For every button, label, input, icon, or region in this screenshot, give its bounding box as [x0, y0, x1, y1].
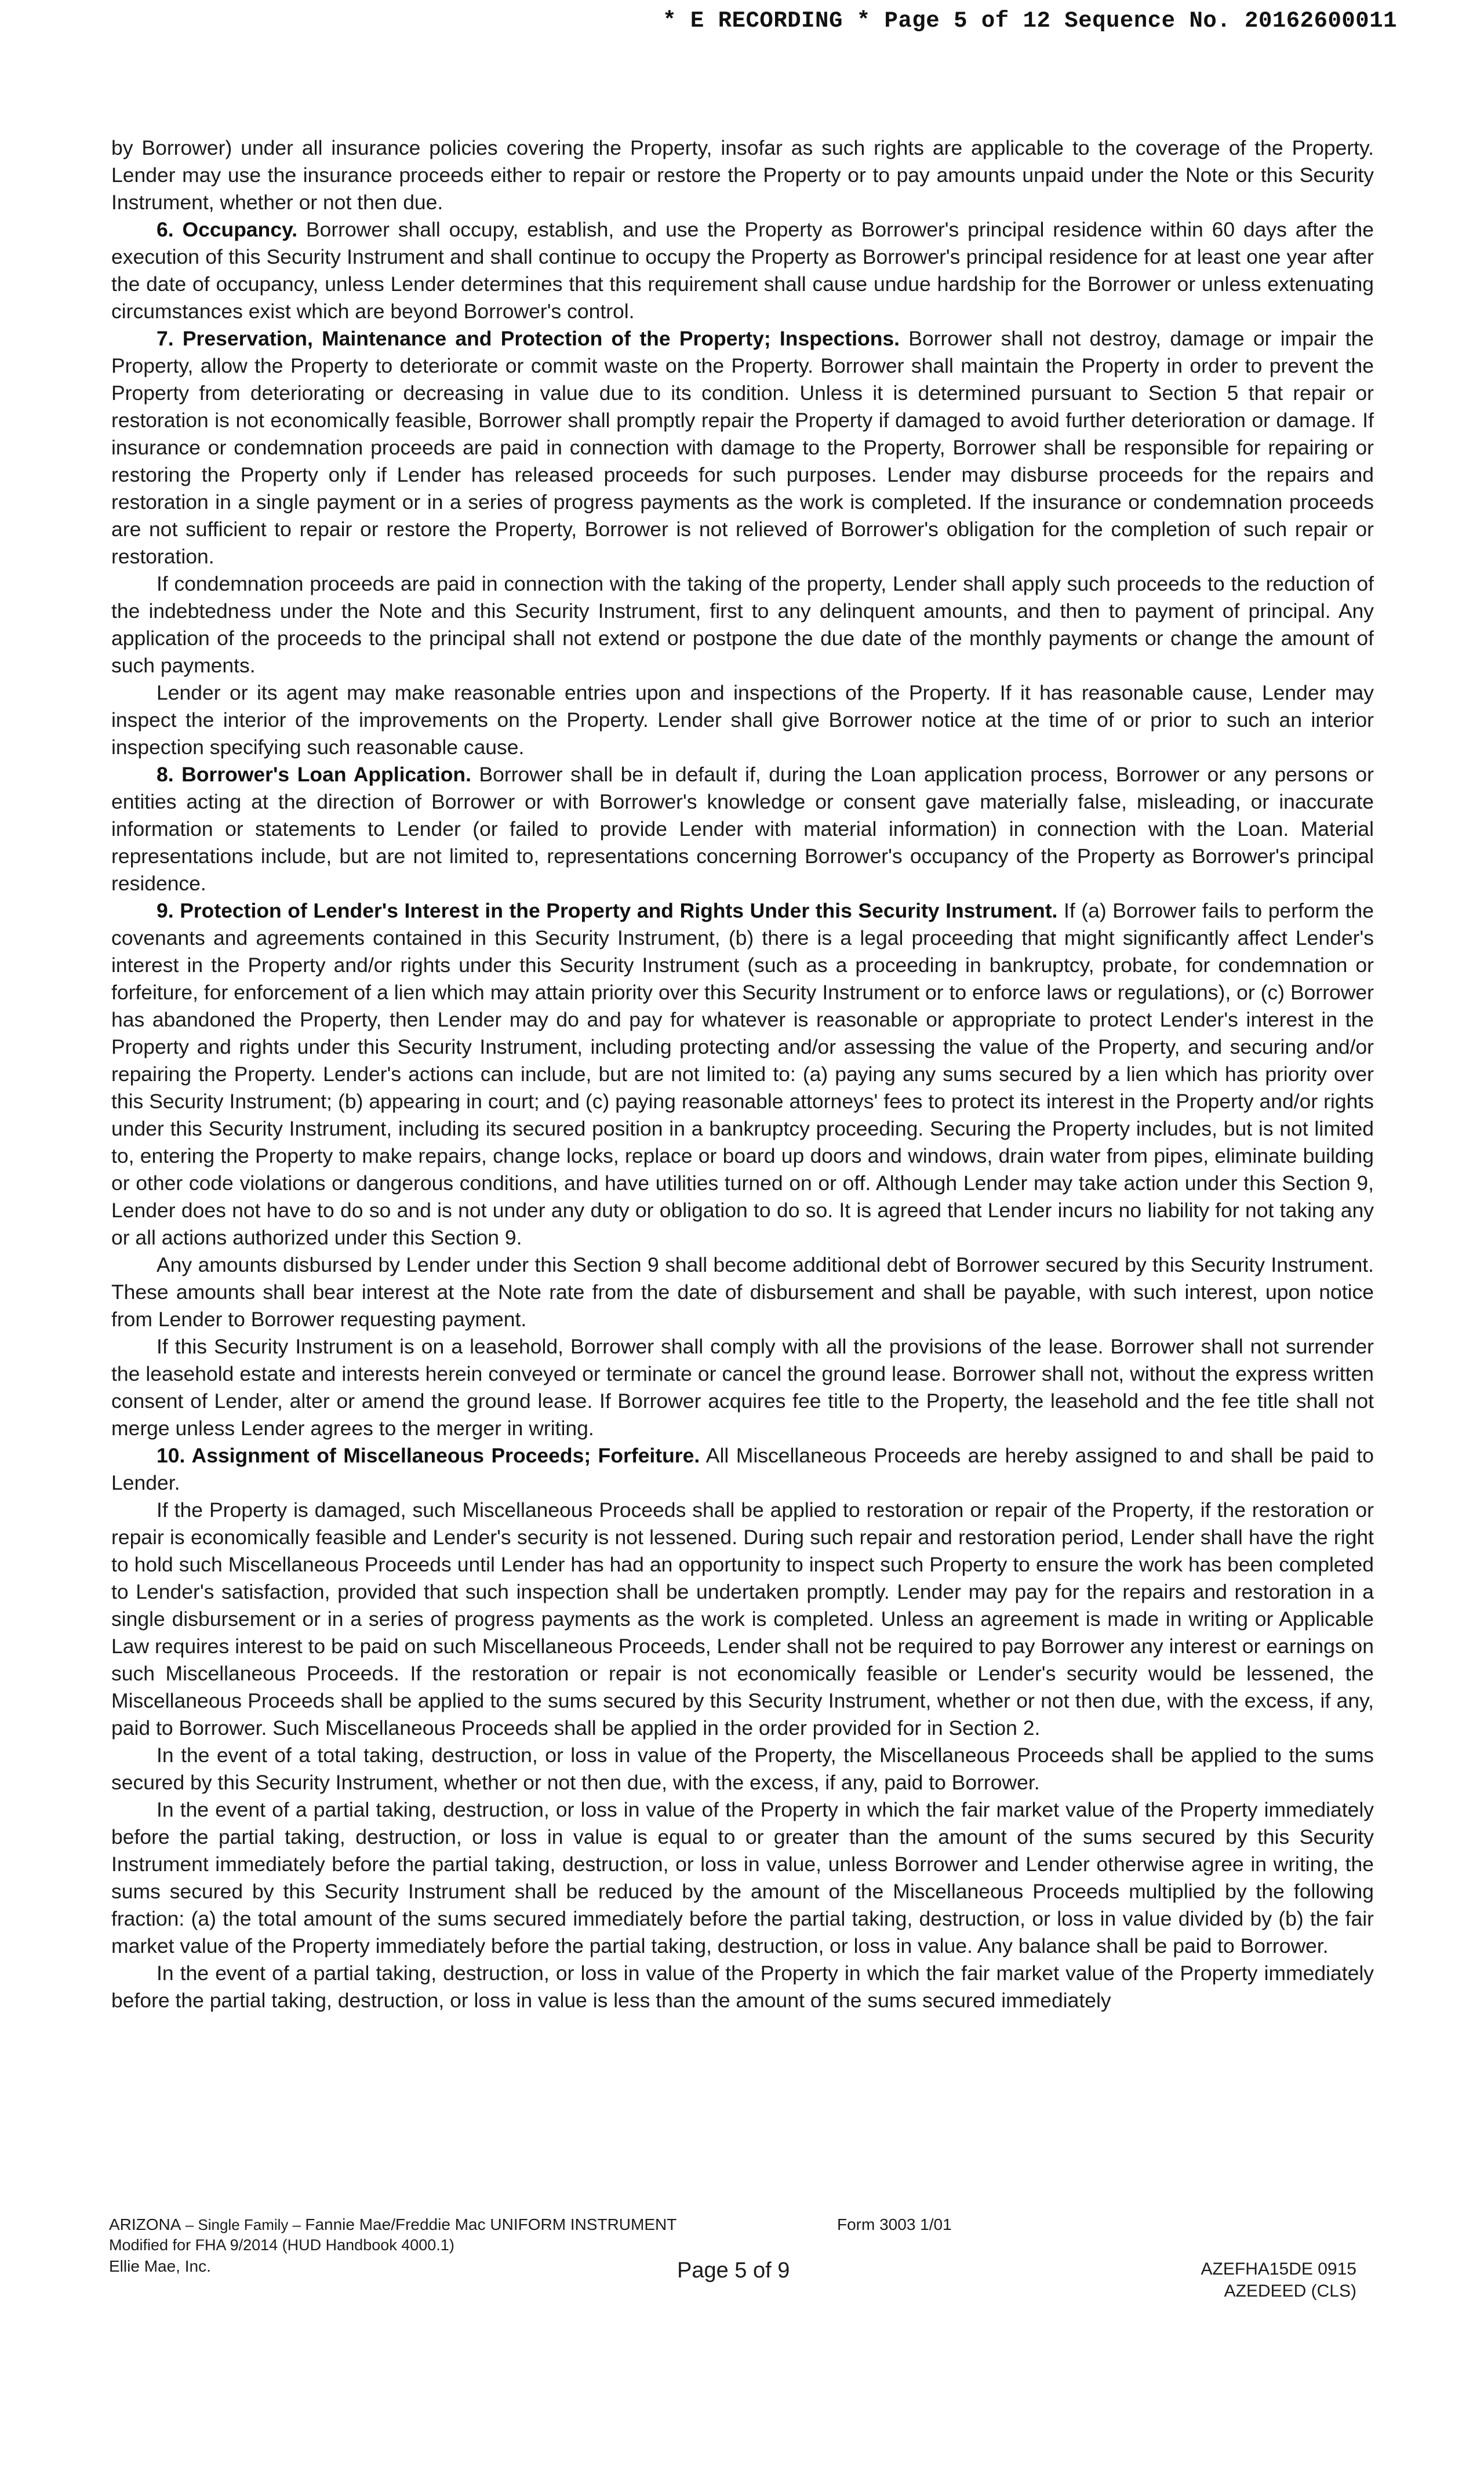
paragraph-total-taking: [111, 1742, 1374, 1796]
section-heading: 8. Borrower's Loan Application.: [157, 763, 471, 786]
paragraph-text: Borrower shall occupy, establish, and use the Property as Borrower's principal residence within 60 days after the execution of this Security Instrument and shall continue to occupy the Property as Borrower's principal residence for at least one year after the date of occupancy, unless Lender determines that this requirement shall cause undue hardship for the Borrower or unless extenuating circumstances exist which are beyond Borrower's control.: [111, 218, 1374, 323]
paragraph-partial-taking-less: [111, 1960, 1374, 2014]
footer-form-title: [109, 2215, 676, 2234]
footer-modified: Modified for FHA 9/2014 (HUD Handbook 4000.1): [109, 2236, 454, 2254]
paragraph-property-damaged: [111, 1497, 1374, 1742]
paragraph-text: by Borrower) under all insurance policies covering the Property, insofar as such rights are applicable to the coverage of the Property. Lender may use the insurance proceeds either to repair or restore the Property or to pay amounts unpaid under the Note or this Security Instrument, whether or not then due.: [111, 136, 1374, 214]
paragraph-condemnation-proceeds: [111, 570, 1374, 679]
paragraph-text: Any amounts disbursed by Lender under this Section 9 shall become additional debt of Borrower secured by this Security Instrument. These amounts shall bear interest at the Note rate from the date of disbursement and shall be payable, with such interest, upon notice from Lender to Borrower requesting payment.: [111, 1253, 1374, 1331]
paragraph-leasehold: [111, 1333, 1374, 1442]
footer-state: ARIZONA: [109, 2215, 181, 2233]
paragraph-insurance-continuation: [111, 134, 1374, 216]
paragraph-partial-taking-greater: [111, 1796, 1374, 1960]
section-heading: 6. Occupancy.: [157, 218, 298, 241]
paragraph-amounts-disbursed: [111, 1251, 1374, 1333]
paragraph-text: Borrower shall not destroy, damage or impair the Property, allow the Property to deteriorate or commit waste on the Property. Borrower shall maintain the Property in order to prevent the Property from deteriorating or decreasing in value due to its condition. Unless it is determined pursuant to Section 5 that repair or restoration is not economically feasible, Borrower shall promptly repair the Property if damaged to avoid further deterioration or damage. If insurance or condemnation proceeds are paid in connection with damage to the Property, Borrower shall be responsible for repairing or restoring the Property only if Lender has released proceeds for such purposes. Lender may disburse proceeds for the repairs and restoration in a single payment or in a series of progress payments as the work is completed. If the insurance or condemnation proceeds are not sufficient to repair or restore the Property, Borrower is not relieved of Borrower's obligation for the completion of such repair or restoration.: [111, 327, 1374, 568]
section-heading: 10. Assignment of Miscellaneous Proceeds; Forfeiture.: [157, 1444, 700, 1467]
section-7-preservation: [111, 325, 1374, 570]
section-6-occupancy: [111, 216, 1374, 325]
section-8-loan-application: [111, 761, 1374, 897]
footer-form-number: Form 3003 1/01: [837, 2215, 952, 2233]
paragraph-text: If condemnation proceeds are paid in connection with the taking of the property, Lender shall apply such proceeds to the reduction of the indebtedness under the Note and this Security Instrument, first to any delinquent amounts, and then to payment of principal. Any application of the proceeds to the principal shall not extend or postpone the due date of the monthly payments or change the amount of such payments.: [111, 572, 1374, 677]
recording-header: [0, 8, 1484, 39]
document-body: [111, 134, 1374, 2014]
footer-code-1: AZEFHA15DE 0915: [1201, 2259, 1356, 2279]
recording-header-text: * E RECORDING * Page 5 of 12 Sequence No. 20162600011: [663, 8, 1397, 34]
footer-code-2: AZEDEED (CLS): [1224, 2282, 1356, 2301]
section-heading: 7. Preservation, Maintenance and Protection of the Property; Inspections.: [157, 327, 900, 350]
paragraph-text: Lender or its agent may make reasonable entries upon and inspections of the Property. If it has reasonable cause, Lender may inspect the interior of the improvements on the Property. Lender shall give Borrower notice at the time of or prior to such an interior inspection specifying such reasonable cause.: [111, 681, 1374, 759]
footer-type: – Single Family –: [181, 2216, 305, 2233]
paragraph-text: If (a) Borrower fails to perform the covenants and agreements contained in this Security Instrument, (b) there is a legal proceeding that might significantly affect Lender's interest in the Property and/or rights under this Security Instrument (such as a proceeding in bankruptcy, probate, for condemnation or forfeiture, for enforcement of a lien which may attain priority over this Security Instrument or to enforce laws or regulations), or (c) Borrower has abandoned the Property, then Lender may do and pay for whatever is reasonable or appropriate to protect Lender's interest in the Property and rights under this Security Instrument, including protecting and/or assessing the value of the Property, and securing and/or repairing the Property. Lender's actions can include, but are not limited to: (a) paying any sums secured by a lien which has priority over this Security Instrument; (b) appearing in court; and (c) paying reasonable attorneys' fees to protect its interest in the Property and/or rights under this Security Instrument, including its secured position in a bankruptcy proceeding. Securing the Property includes, but is not limited to, entering the Property to make repairs, change locks, replace or board up doors and windows, drain water from pipes, eliminate building or other code violations or dangerous conditions, and have utilities turned on or off. Although Lender may take action under this Section 9, Lender does not have to do so and is not under any duty or obligation to do so. It is agreed that Lender incurs no liability for not taking any or all actions authorized under this Section 9.: [111, 899, 1374, 1249]
footer-vendor: Ellie Mae, Inc.: [109, 2257, 211, 2275]
footer-instrument: Fannie Mae/Freddie Mac UNIFORM INSTRUMENT: [305, 2215, 677, 2233]
paragraph-inspections: [111, 679, 1374, 761]
paragraph-text: Borrower shall be in default if, during the Loan application process, Borrower or any persons or entities acting at the direction of Borrower or with Borrower's knowledge or consent gave materially false, misleading, or inaccurate information or statements to Lender (or failed to provide Lender with material information) in connection with the Loan. Material representations include, but are not limited to, representations concerning Borrower's occupancy of the Property as Borrower's principal residence.: [111, 763, 1374, 895]
paragraph-text: In the event of a total taking, destruction, or loss in value of the Property, the Miscellaneous Proceeds shall be applied to the sums secured by this Security Instrument, whether or not then due, with the excess, if any, paid to Borrower.: [111, 1744, 1374, 1794]
section-9-protection: [111, 897, 1374, 1251]
section-heading: 9. Protection of Lender's Interest in the Property and Rights Under this Security Instrument.: [157, 899, 1058, 922]
paragraph-text: In the event of a partial taking, destruction, or loss in value of the Property in which the fair market value of the Property immediately before the partial taking, destruction, or loss in value is equal to or greater than the amount of the sums secured by this Security Instrument immediately before the partial taking, destruction, or loss in value, unless Borrower and Lender otherwise agree in writing, the sums secured by this Security Instrument shall be reduced by the amount of the Miscellaneous Proceeds multiplied by the following fraction: (a) the total amount of the sums secured immediately before the partial taking, destruction, or loss in value divided by (b) the fair market value of the Property immediately before the partial taking, destruction, or loss in value. Any balance shall be paid to Borrower.: [111, 1798, 1374, 1957]
paragraph-text: If the Property is damaged, such Miscellaneous Proceeds shall be applied to restoration or repair of the Property, if the restoration or repair is economically feasible and Lender's security is not lessened. During such repair and restoration period, Lender shall have the right to hold such Miscellaneous Proceeds until Lender has had an opportunity to inspect such Property to ensure the work has been completed to Lender's satisfaction, provided that such inspection shall be undertaken promptly. Lender may pay for the repairs and restoration in a single disbursement or in a series of progress payments as the work is completed. Unless an agreement is made in writing or Applicable Law requires interest to be paid on such Miscellaneous Proceeds, Lender shall not be required to pay Borrower any interest or earnings on such Miscellaneous Proceeds. If the restoration or repair is not economically feasible or Lender's security would be lessened, the Miscellaneous Proceeds shall be applied to the sums secured by this Security Instrument, whether or not then due, with the excess, if any, paid to Borrower. Such Miscellaneous Proceeds shall be applied in the order provided for in Section 2.: [111, 1498, 1374, 1740]
paragraph-text: In the event of a partial taking, destruction, or loss in value of the Property in which the fair market value of the Property immediately before the partial taking, destruction, or loss in value is less than the amount of the sums secured immediately: [111, 1962, 1374, 2012]
paragraph-text: All Miscellaneous Proceeds are hereby assigned to and shall be paid to Lender.: [111, 1444, 1374, 1494]
section-10-assignment: [111, 1442, 1374, 1497]
footer-page-number: Page 5 of 9: [677, 2258, 790, 2283]
paragraph-text: If this Security Instrument is on a leasehold, Borrower shall comply with all the provisions of the lease. Borrower shall not surrender the leasehold estate and interests herein conveyed or terminate or cancel the ground lease. Borrower shall not, without the express written consent of Lender, alter or amend the ground lease. If Borrower acquires fee title to the Property, the leasehold and the fee title shall not merge unless Lender agrees to the merger in writing.: [111, 1335, 1374, 1440]
